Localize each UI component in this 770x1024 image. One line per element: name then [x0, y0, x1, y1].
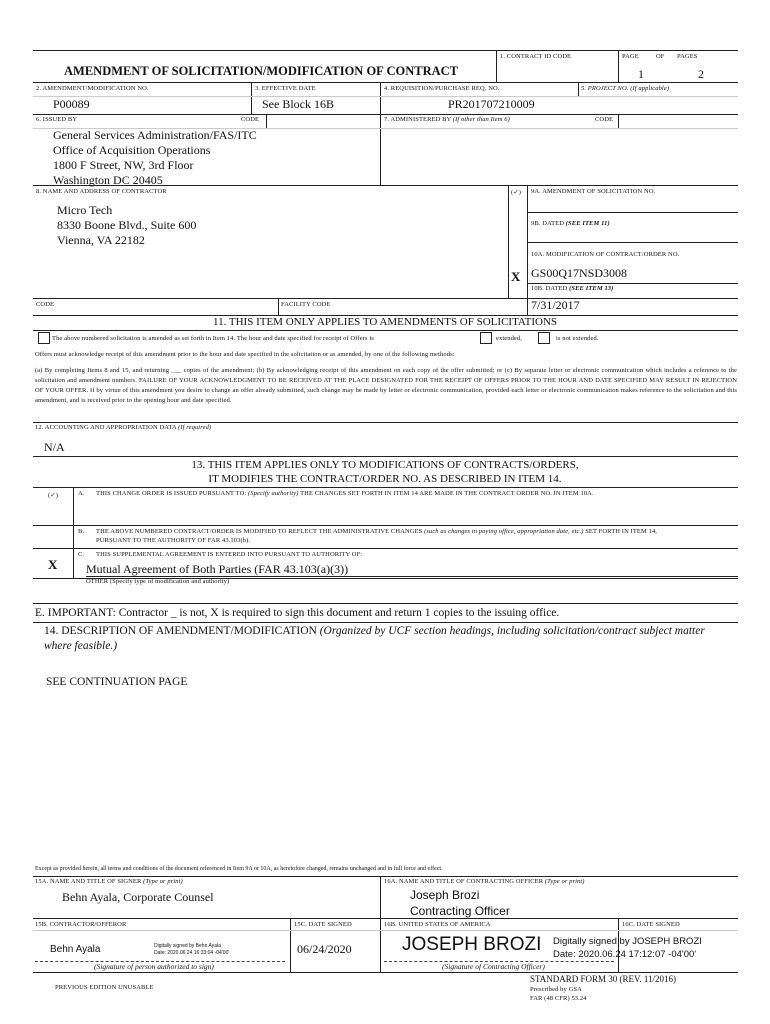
- amendment-no-value: P00089: [53, 97, 90, 111]
- form-number: STANDARD FORM 30 (REV. 11/2016): [530, 974, 677, 984]
- item13-check-label: (✓): [48, 492, 59, 499]
- pages-total: 2: [698, 67, 704, 81]
- contractor-date-signed: 06/24/2020: [297, 942, 352, 956]
- issued-code-label: CODE: [241, 116, 260, 123]
- item12-note: (If required): [178, 424, 212, 431]
- item10a-label: 10A. MODIFICATION OF CONTRACT/ORDER NO.: [531, 251, 680, 258]
- item13-c-mark: X: [48, 557, 58, 572]
- page-label: PAGE: [622, 53, 639, 60]
- signer-16c-label: 16C. DATE SIGNED: [622, 921, 680, 928]
- administered-by-text: 7. ADMINISTERED BY: [384, 116, 452, 123]
- project-no-label: 5. PROJECT NO. (If applicable): [581, 85, 670, 92]
- contractor-signature-caption: (Signature of person authorized to sign): [94, 962, 214, 971]
- signer-15a-label: [35, 878, 183, 885]
- signer-16a-note: (Type or print): [544, 878, 585, 885]
- row15-divider: [33, 930, 738, 931]
- contract-id-code-label: 1. CONTRACT ID CODE: [500, 53, 572, 60]
- item10b-value: 7/31/2017: [531, 298, 580, 312]
- item14-note: (Organized by UCF section headings, including solicitation/contract subject matter where feasible.): [44, 625, 705, 652]
- solicitation-checkbox[interactable]: [38, 332, 50, 344]
- admin-code-label: CODE: [595, 116, 614, 123]
- contractor-code-label: CODE: [36, 301, 55, 308]
- item13-c-value: Mutual Agreement of Both Parties (FAR 43.103(a)(3)): [86, 562, 349, 576]
- signer-15c-label: 15C. DATE SIGNED: [294, 921, 352, 928]
- officer-title: Contracting Officer: [410, 904, 510, 918]
- contractor-check-label: (✓): [511, 189, 522, 196]
- signer-15a-text: 15A. NAME AND TITLE OF SIGNER: [35, 878, 142, 885]
- item13-a-note: (Specify authority): [248, 490, 299, 497]
- issued-line: 1800 F Street, NW, 3rd Floor: [53, 158, 194, 172]
- signer-15a-note: (Type or print): [143, 878, 183, 885]
- contractor-line: Vienna, VA 22182: [57, 233, 145, 247]
- item12-text: 12. ACCOUNTING AND APPROPRIATION DATA: [35, 424, 177, 431]
- administered-by-note: (If other than Item 6): [452, 116, 510, 123]
- item14-label: 14. DESCRIPTION OF AMENDMENT/MODIFICATION: [44, 625, 317, 637]
- item13-a-tail: THE CHANGES SET FORTH IN ITEM 14 ARE MADE IN THE CONTRACT ORDER NO. IN ITEM 10A.: [300, 490, 594, 497]
- administered-by-label: [384, 116, 510, 123]
- contractor-digital-line-2: Date: 2020.06.24 16:33:04 -04'00': [154, 950, 230, 956]
- item10b-note: (SEE ITEM 13): [569, 285, 614, 292]
- contractor-label: 8. NAME AND ADDRESS OF CONTRACTOR: [36, 188, 167, 195]
- item14-heading: [44, 624, 734, 654]
- issued-line: Washington DC 20405: [53, 173, 163, 187]
- contractor-signature: Behn Ayala: [50, 944, 101, 955]
- item14-body: SEE CONTINUATION PAGE: [46, 676, 188, 688]
- item13-a-text: [96, 490, 594, 497]
- contractor-digital-line-1: Digitally signed by Behn Ayala: [154, 943, 221, 949]
- signer-15b-label: 15B. CONTRACTOR/OFFEROR: [35, 921, 127, 928]
- item13-a-main: THIS CHANGE ORDER IS ISSUED PURSUANT TO:: [96, 490, 247, 497]
- extended-checkbox[interactable]: [480, 332, 492, 344]
- facility-code-label: FACILITY CODE: [281, 301, 331, 308]
- effective-date-value: See Block 16B: [262, 97, 334, 111]
- item13-c-letter: C.: [78, 551, 85, 558]
- item10a-mark: X: [511, 269, 521, 284]
- item11-heading: 11. THIS ITEM ONLY APPLIES TO AMENDMENTS OF SOLICITATIONS: [212, 316, 558, 328]
- item13-heading-1: 13. THIS ITEM APPLIES ONLY TO MODIFICATIONS OF CONTRACTS/ORDERS,: [191, 459, 579, 471]
- requisition-value: PR201707210009: [448, 97, 535, 111]
- officer-signature-caption: (Signature of Contracting Officer): [442, 962, 545, 971]
- signer-16a-text: 16A. NAME AND TITLE OF CONTRACTING OFFICER: [384, 878, 544, 885]
- item12-label: [35, 424, 211, 431]
- item11-paragraph: (a) By completing Items 8 and 15, and returning ___ copies of the amendment; (b) By acknowledging receipt of this amendment on each copy of the offer submitted; or (c) By separate letter or electronic communication which includes a reference to the solicitation and amendment numbers. FAILURE OF YOUR ACKNOWLEDGMENT TO BE RECEIVED AT THE PLACE DESIGNATED FOR THE RECEIPT OF OFFERS PRIOR TO THE HOUR AND DATE SPECIFIED MAY RESULT IN REJECTION OF YOUR OFFER. If by virtue of this amendment you desire to change an offer already submitted, such change may be made by letter or electronic communication, provided each letter or electronic communication makes reference to the solicitation and this amendment, and is received prior to the opening hour and date specified.: [35, 367, 737, 404]
- item11-line2: Offers must acknowledge receipt of this amendment prior to the hour and date specified in the solicitation or as amended, by one of the following methods:: [35, 351, 455, 358]
- requisition-label: 4. REQUISITION/PURCHASE REQ. NO.: [384, 85, 500, 92]
- pages-label: PAGES: [677, 53, 698, 60]
- far-reference: FAR (48 CFR) 53.24: [530, 995, 587, 1002]
- issued-by-address: [53, 128, 257, 188]
- item13-a-letter: A.: [78, 490, 85, 497]
- item13-c-text: THIS SUPPLEMENTAL AGREEMENT IS ENTERED INTO PURSUANT TO AUTHORITY OF:: [96, 551, 363, 558]
- item13-b-text: [96, 528, 657, 535]
- officer-signature: JOSEPH BROZI: [402, 934, 542, 955]
- previous-edition-note: PREVIOUS EDITION UNUSABLE: [55, 984, 154, 991]
- item12-value: N/A: [44, 440, 65, 454]
- not-extended-label: is not extended.: [556, 335, 599, 342]
- not-extended-checkbox[interactable]: [538, 332, 550, 344]
- item9b-note: (SEE ITEM 11): [565, 220, 610, 227]
- signer-16a-label: [384, 878, 585, 885]
- item9b-text: 9B. DATED: [531, 220, 565, 227]
- issued-by-label: 6. ISSUED BY: [36, 116, 78, 123]
- contractor-line: 8330 Boone Blvd., Suite 600: [57, 218, 197, 232]
- officer-digital-line-2: Date: 2020.06.24 17:12:07 -04'00': [553, 949, 697, 960]
- item13-b-letter: B.: [78, 528, 85, 535]
- page-number: 1: [638, 67, 644, 81]
- item13-c-underline: [86, 576, 738, 577]
- footer-note: Except as provided herein, all terms and conditions of the document referenced in Item 9A or 10A, as heretofore changed, remains unchanged and in full force and effect.: [35, 866, 443, 872]
- item10a-value: GS00Q17NSD3008: [531, 266, 628, 280]
- amendment-no-label: 2. AMENDMENT/MODIFICATION NO.: [36, 85, 149, 92]
- form-title: AMENDMENT OF SOLICITATION/MODIFICATION OF CONTRACT: [64, 64, 459, 78]
- officer-digital-line-1: Digitally signed by JOSEPH BROZI: [553, 936, 702, 947]
- item13-b-main: THE ABOVE NUMBERED CONTRACT/ORDER IS MODIFIED TO REFLECT THE ADMINISTRATIVE CHANGES: [96, 528, 423, 535]
- contractor-line: Micro Tech: [57, 203, 113, 217]
- signer-15a-value: Behn Ayala, Corporate Counsel: [62, 890, 214, 904]
- extended-label: extended,: [496, 335, 522, 342]
- item13-b-text3: PURSUANT TO THE AUTHORITY OF FAR 43.103(b).: [96, 537, 251, 544]
- row2-divider: [33, 96, 738, 97]
- item9a-label: 9A. AMENDMENT OF SOLICITATION NO.: [531, 188, 656, 195]
- signer-16b-label: 16B. UNITED STATES OF AMERICA: [384, 921, 491, 928]
- prescribed-by: Prescribed by GSA: [530, 986, 582, 993]
- item13-d-text: OTHER (Specify type of modification and authority): [86, 578, 230, 585]
- item11-line1: The above numbered solicitation is amended as set forth in Item 14. The hour and date specified for receipt of Offers is: [52, 335, 374, 342]
- item10b-text: 10B. DATED: [531, 285, 568, 292]
- effective-date-label: 3. EFFECTIVE DATE: [255, 85, 316, 92]
- item13-heading-2: IT MODIFIES THE CONTRACT/ORDER NO. AS DESCRIBED IN ITEM 14.: [208, 473, 562, 485]
- item13-b-tail: SET FORTH IN ITEM 14,: [585, 528, 658, 535]
- item9b-label: [531, 220, 610, 227]
- contractor-address: [57, 203, 196, 248]
- issued-line: Office of Acquisition Operations: [53, 143, 211, 157]
- item13-b-note: (such as changes in paying office, appropriation date, etc.): [424, 528, 584, 535]
- important-notice: E. IMPORTANT: Contractor _ is not, X is required to sign this document and return 1 copies to the issuing office.: [35, 607, 560, 619]
- item10b-label: [531, 285, 613, 292]
- of-label: OF: [656, 53, 665, 60]
- officer-name: Joseph Brozi: [410, 888, 480, 902]
- issued-line: General Services Administration/FAS/ITC: [53, 128, 257, 142]
